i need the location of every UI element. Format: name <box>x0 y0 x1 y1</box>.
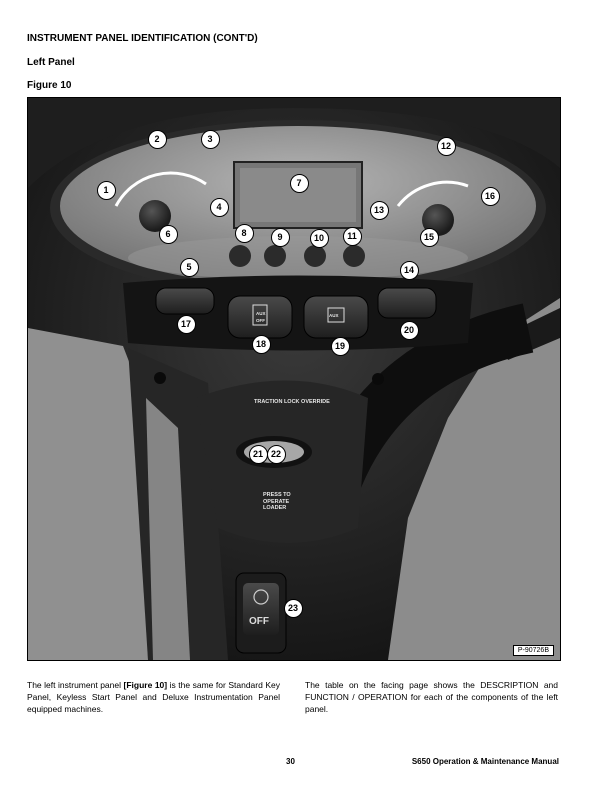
figure-reference: [Figure 10] <box>123 680 168 690</box>
subsection-heading: Left Panel <box>27 57 75 68</box>
callout: 11 <box>343 227 362 246</box>
aux-off-label: AUX OFF <box>256 311 266 323</box>
figure-id-tag: P-90726B <box>513 645 554 656</box>
para1-text-cont: is the same for Standard Key Panel, Keyless Start Panel and Deluxe Instrumentation Panel equipped machines. <box>27 680 280 714</box>
callout: 8 <box>235 224 254 243</box>
callout: 3 <box>201 130 220 149</box>
instrument-panel-photo <box>27 97 561 661</box>
callout: 16 <box>481 187 500 206</box>
park-off-label: OFF <box>249 616 269 627</box>
traction-lock-label: TRACTION LOCK OVERRIDE <box>254 399 330 405</box>
callout: 4 <box>210 198 229 217</box>
callout: 22 <box>267 445 286 464</box>
para1-text: The left instrument panel <box>27 680 124 690</box>
callout: 2 <box>148 130 167 149</box>
figure-label: Figure 10 <box>27 80 72 91</box>
callout: 21 <box>249 445 268 464</box>
callout: 12 <box>437 137 456 156</box>
page-number: 30 <box>286 757 295 766</box>
aux-label: AUX <box>329 313 339 318</box>
manual-title: S650 Operation & Maintenance Manual <box>411 757 559 766</box>
callout: 18 <box>252 335 271 354</box>
paragraph-left <box>27 679 280 715</box>
callout: 1 <box>97 181 116 200</box>
callout: 17 <box>177 315 196 334</box>
callout: 7 <box>290 174 309 193</box>
callout: 19 <box>331 337 350 356</box>
callout: 6 <box>159 225 178 244</box>
section-heading: INSTRUMENT PANEL IDENTIFICATION (CONT'D) <box>27 33 258 44</box>
callout: 14 <box>400 261 419 280</box>
callout: 20 <box>400 321 419 340</box>
press-to-operate-label: PRESS TO OPERATE LOADER <box>263 492 291 511</box>
callout: 13 <box>370 201 389 220</box>
callout: 23 <box>284 599 303 618</box>
callout: 5 <box>180 258 199 277</box>
paragraph-right: The table on the facing page shows the DESCRIPTION and FUNCTION / OPERATION for each of the components of the left panel. <box>305 680 558 714</box>
callout: 10 <box>310 229 329 248</box>
callout: 15 <box>420 228 439 247</box>
callout: 9 <box>271 228 290 247</box>
